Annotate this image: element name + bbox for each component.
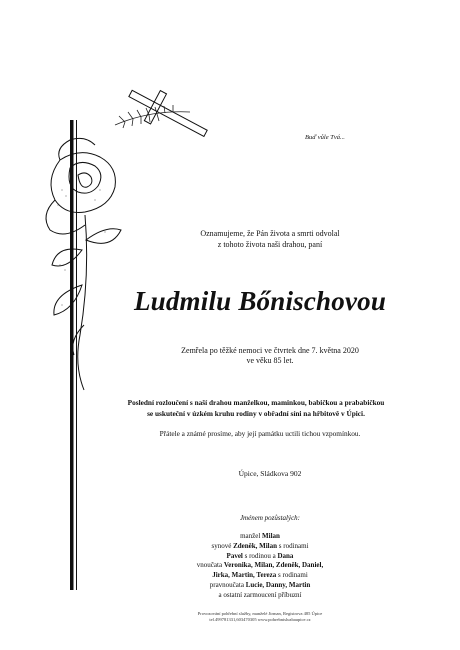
mourner-son-2: Milan <box>259 541 278 550</box>
mourner-dana-name: Dana <box>277 551 294 560</box>
cross-icon <box>122 79 213 149</box>
vertical-bar-thin <box>76 120 77 590</box>
mourner-great-prefix: pravnoučata <box>209 580 246 589</box>
death-info-line-1: Zemřela po těžké nemoci ve čtvrtek dne 7. května 2020 <box>181 346 359 355</box>
funeral-service-footer <box>110 611 410 623</box>
farewell-line-2: se uskuteční v úzkém kruhu rodiny v obřadní síni na hřbitově v Úpici. <box>147 409 365 418</box>
mourner-grandchildren-names: Veronika, Milan, Zdeněk, Daniel, <box>223 561 324 570</box>
rose-icon <box>46 138 121 390</box>
footer-line-1: Provozování pohřební služby, manželé Jirman, Registrova 485 Úpice <box>197 611 323 616</box>
mourner-sons-prefix: synové <box>211 541 234 550</box>
mourners-list <box>110 532 410 601</box>
mourner-sons <box>110 542 410 552</box>
announcement <box>140 228 400 250</box>
farewell-line-1: Poslední rozloučení s naší drahou manželkou, maminkou, babičkou a prababičkou <box>127 398 385 407</box>
mourner-grandchildren-2-suffix: s rodinami <box>276 571 308 580</box>
death-info <box>140 346 400 366</box>
mourner-sons-suffix: s rodinami <box>277 541 309 550</box>
footer-line-2: tel.499781331,603470305 www.pohrebnisluzbaupice.cz <box>209 617 311 622</box>
mourner-grandchildren-prefix: vnoučata <box>196 561 224 570</box>
address: Úpice, Sládkova 902 <box>238 469 302 478</box>
palm-frond-icon <box>115 105 190 128</box>
motto: Buď vůle Tvá... <box>305 134 345 141</box>
mourner-husband <box>110 532 410 542</box>
mourner-grandchildren <box>110 561 410 571</box>
mourner-grandchildren-2 <box>110 571 410 581</box>
mourner-pavel-mid: s rodinou a <box>242 551 278 560</box>
vertical-bar <box>70 120 74 590</box>
mourner-son-1: Zdeněk <box>233 541 256 550</box>
mourner-husband-name: Milan <box>262 532 280 540</box>
deceased-name: Ludmilu Bőnischovou <box>133 286 387 316</box>
mourner-sons-sep: , <box>255 541 260 550</box>
farewell-info <box>96 397 416 419</box>
mourner-pavel-name: Pavel <box>226 551 243 560</box>
mourner-great-grandchildren <box>110 581 410 591</box>
announcement-line-1: Oznamujeme, že Pán života a smrti odvolal <box>200 229 340 238</box>
friends-note: Přátele a známé prosíme, aby její památku uctili tichou vzpomínkou. <box>159 429 361 438</box>
mourners-heading: Jménem pozůstalých: <box>239 514 301 522</box>
announcement-line-2: z tohoto života naši drahou, paní <box>217 240 323 249</box>
mourner-great-names: Lucie, Danny, Martin <box>245 580 311 589</box>
mourner-others: a ostatní zarmoucení příbuzní <box>218 590 302 599</box>
mourner-husband-prefix: manžel <box>240 532 263 540</box>
mourner-pavel <box>110 552 410 562</box>
death-info-line-2: ve věku 85 let. <box>246 356 294 365</box>
mourner-grandchildren-2-names: Jirka, Martin, Tereza <box>212 571 277 580</box>
